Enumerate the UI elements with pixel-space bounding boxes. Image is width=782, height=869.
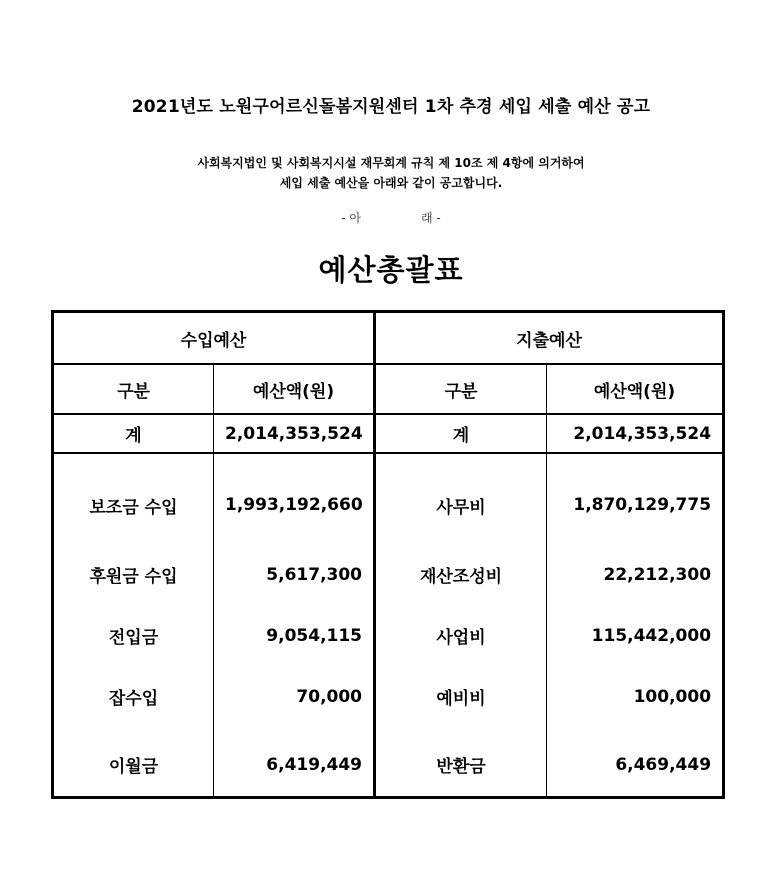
section-header-row [53,312,724,365]
below-marker-left: - 아 [341,211,361,225]
income-category: 이월금 [53,727,214,798]
income-amount: 5,617,300 [214,544,375,605]
expense-total-amount: 2,014,353,524 [547,414,724,453]
document-title: 2021년도 노원구어르신돌봄지원센터 1차 추경 세입 세출 예산 공고 [131,97,651,117]
budget-summary-table [51,310,725,799]
income-category-header: 구분 [53,364,214,414]
below-marker [0,209,782,226]
income-category: 잡수입 [53,666,214,727]
income-amount: 70,000 [214,666,375,727]
expense-category: 사업비 [375,605,547,666]
income-budget-header: 수입예산 [53,312,375,365]
expense-amount-header: 예산액(원) [547,364,724,414]
expense-category-header: 구분 [375,364,547,414]
table-row [53,727,724,798]
income-amount: 9,054,115 [214,605,375,666]
expense-amount: 6,469,449 [547,727,724,798]
income-category: 후원금 수입 [53,544,214,605]
expense-amount: 115,442,000 [547,605,724,666]
expense-category: 예비비 [375,666,547,727]
table-row [53,666,724,727]
table-row [53,453,724,544]
income-category: 전입금 [53,605,214,666]
budget-summary-heading: 예산총괄표 [318,253,464,287]
income-amount: 1,993,192,660 [214,453,375,544]
table-row [53,544,724,605]
intro-line-1: 사회복지법인 및 사회복지시설 재무회계 규칙 제 10조 제 4항에 의거하여 [197,156,585,170]
total-row [53,414,724,453]
column-header-row [53,364,724,414]
income-amount-header: 예산액(원) [214,364,375,414]
intro-line-2: 세입 세출 예산을 아래와 같이 공고합니다. [279,176,503,190]
income-amount: 6,419,449 [214,727,375,798]
expense-category: 사무비 [375,453,547,544]
expense-amount: 100,000 [547,666,724,727]
table-row [53,605,724,666]
expense-amount: 22,212,300 [547,544,724,605]
income-total-label: 계 [53,414,214,453]
expense-category: 재산조성비 [375,544,547,605]
intro-text [0,153,782,193]
expense-total-label: 계 [375,414,547,453]
income-total-amount: 2,014,353,524 [214,414,375,453]
expense-budget-header: 지출예산 [375,312,724,365]
below-marker-right: 래 - [421,211,441,225]
expense-amount: 1,870,129,775 [547,453,724,544]
income-category: 보조금 수입 [53,453,214,544]
expense-category: 반환금 [375,727,547,798]
